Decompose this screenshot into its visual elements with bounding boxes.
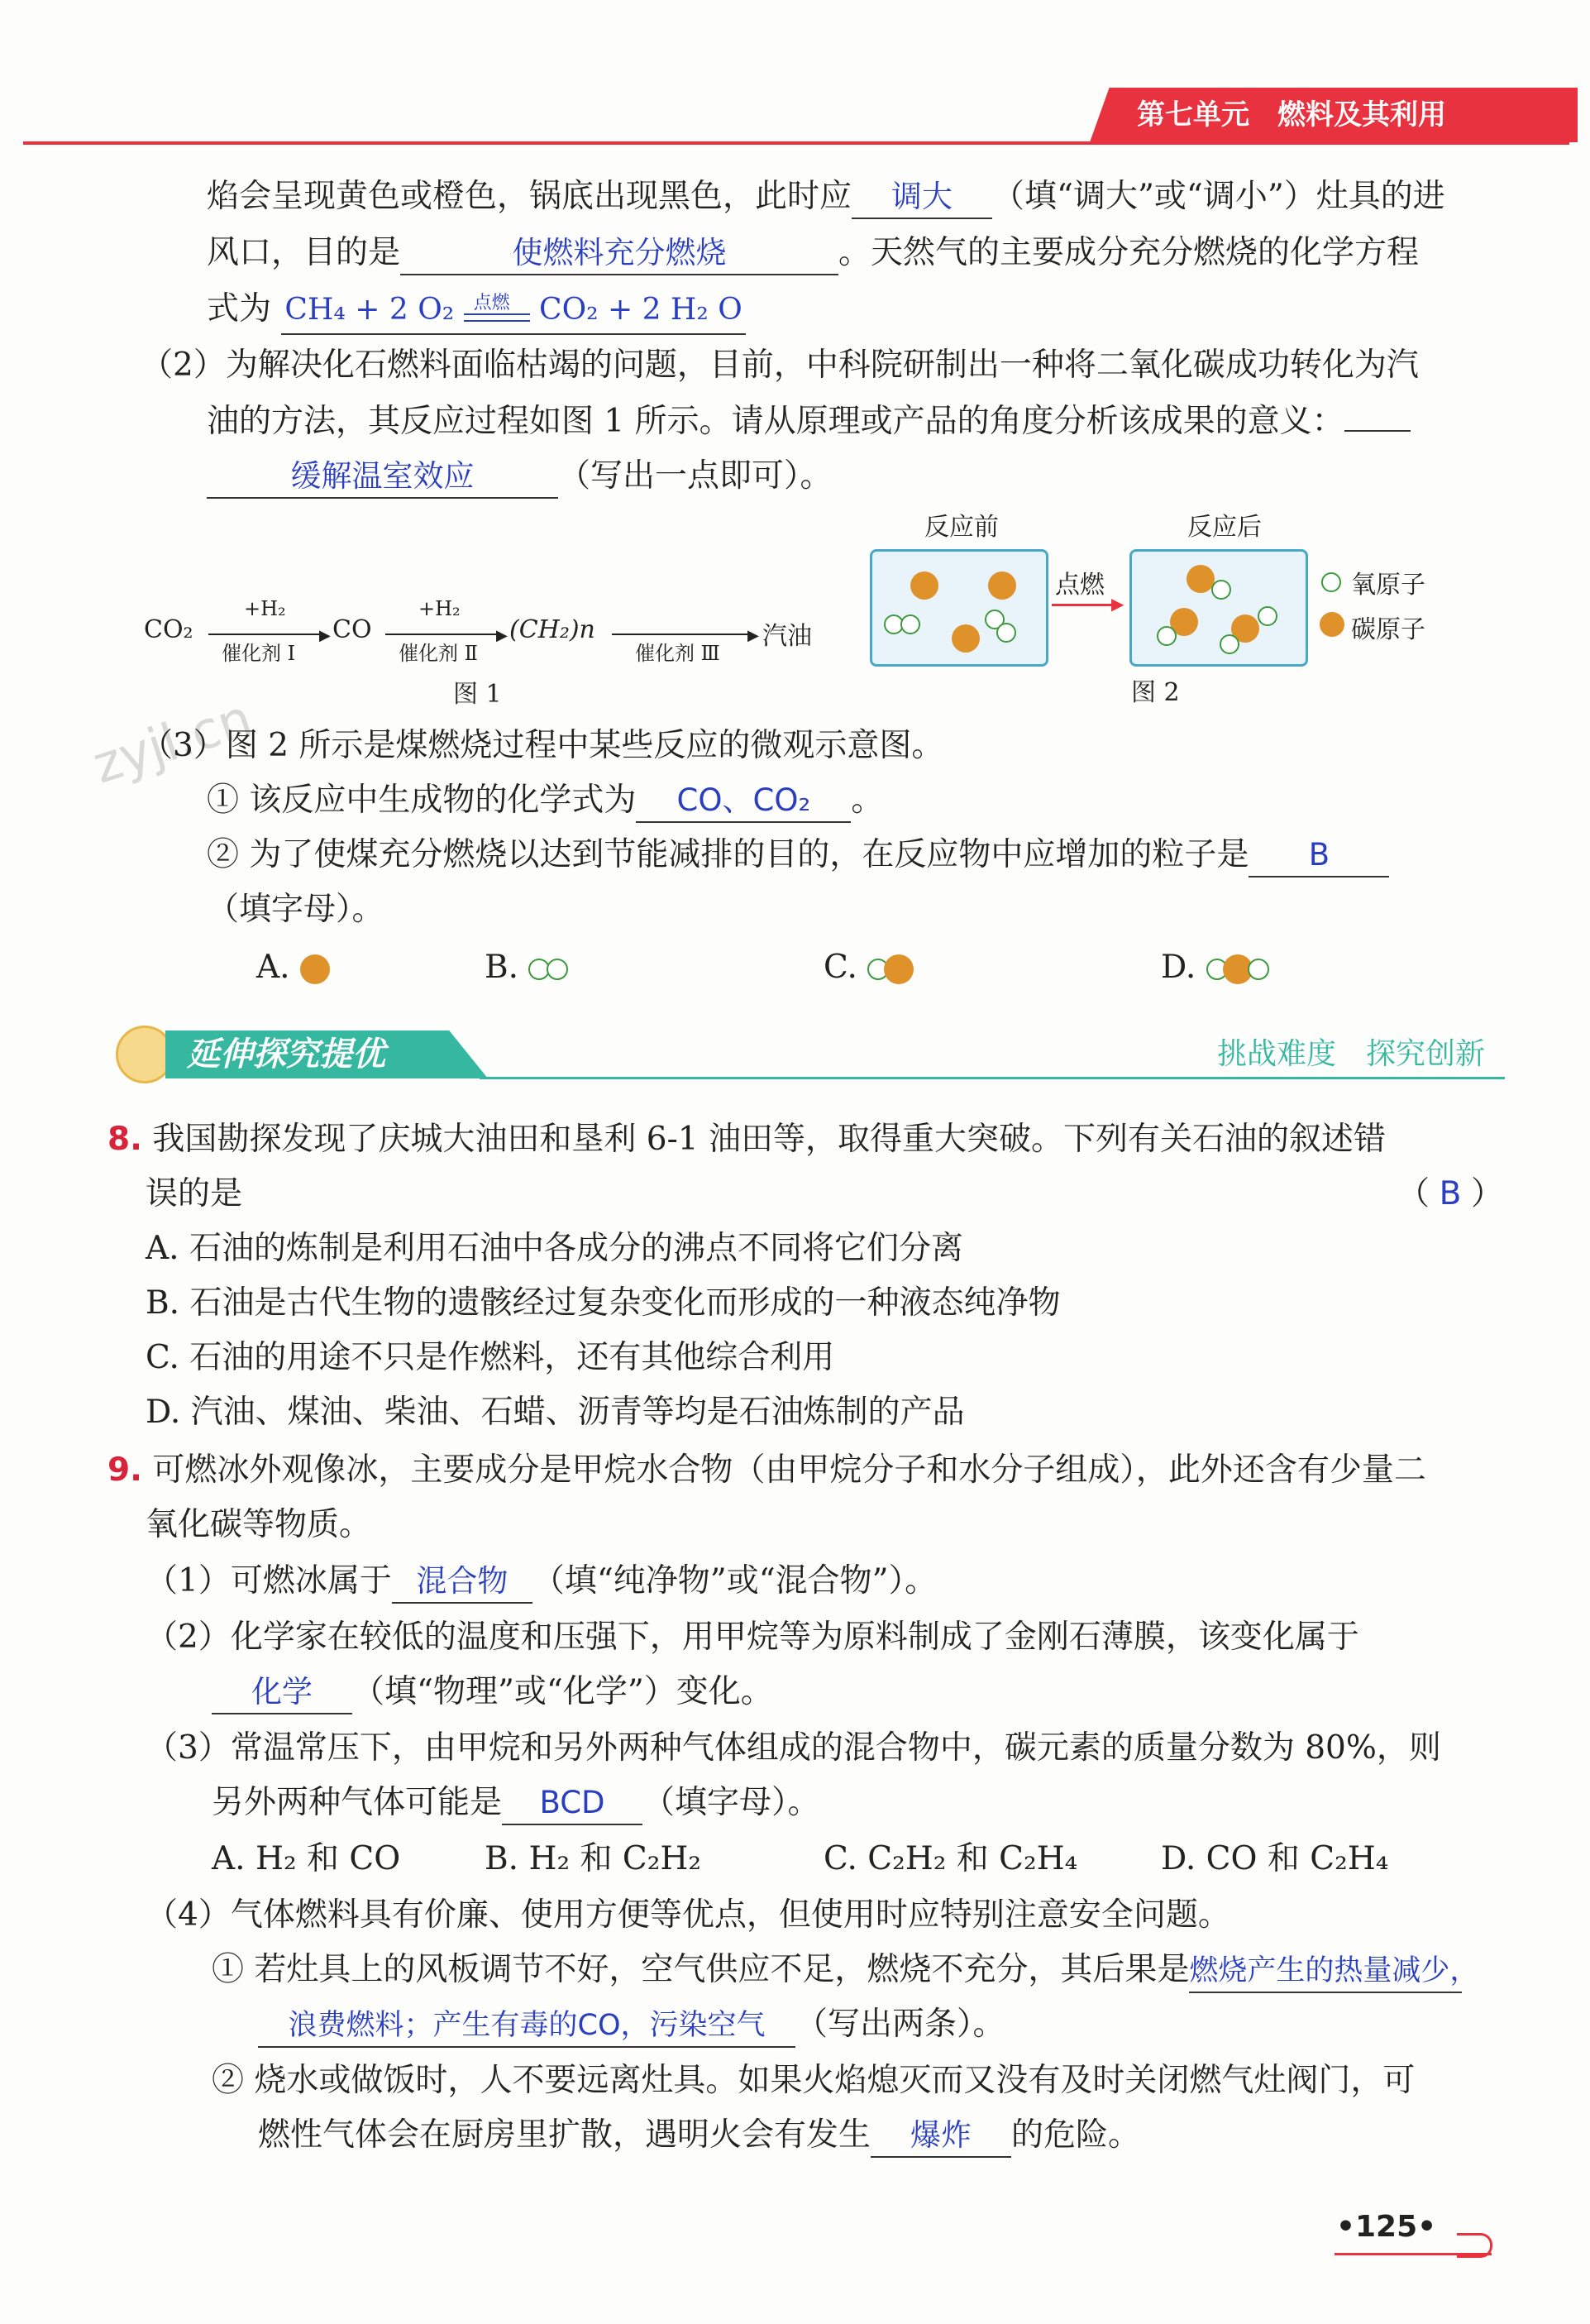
option-label: B.	[485, 949, 519, 986]
answer-blank: 调大	[852, 176, 992, 219]
after-label: 反应后	[1187, 513, 1262, 542]
condition-label: 点燃	[473, 293, 510, 313]
legend-carbon-label: 碳原子	[1351, 615, 1425, 644]
q9-p2-line2	[212, 1669, 773, 1715]
unit-title: 第七单元 燃料及其利用	[1137, 98, 1446, 132]
text: ② 为了使煤充分燃烧以达到节能减排的目的，在反应物中应增加的粒子是	[207, 836, 1249, 873]
text: 式为	[207, 290, 272, 328]
carbon-atom	[988, 571, 1016, 600]
option-a	[256, 944, 330, 991]
catalyst-3: 催化剂 Ⅲ	[635, 642, 720, 665]
question-number: 9.	[107, 1451, 142, 1489]
q9-option-c: C. C₂H₂ 和 C₂H₄	[824, 1840, 1078, 1877]
text: 。	[851, 782, 884, 819]
watermark: zyjl.cn	[85, 687, 260, 796]
answer-blank: 混合物	[392, 1561, 532, 1604]
figure-1-caption: 图 1	[453, 680, 502, 709]
co-label: CO	[332, 615, 372, 644]
before-label: 反应前	[924, 513, 999, 542]
answer-blank: BCD	[502, 1782, 642, 1825]
q9-p1	[146, 1558, 937, 1604]
text: 另外两种气体可能是	[212, 1784, 503, 1821]
answer-blank: 燃烧产生的热量减少，	[1189, 1950, 1462, 1993]
q7-p2-line3	[207, 453, 833, 500]
text: （填字母）。	[642, 1784, 820, 1821]
text: （1）可燃冰属于	[146, 1562, 392, 1600]
answer-blank: 缓解温室效应	[207, 456, 558, 499]
after-box	[1129, 549, 1308, 667]
paren: ）	[1471, 1175, 1504, 1212]
text: 可燃冰外观像冰，主要成分是甲烷水合物（由甲烷分子和水分子组成），此外还含有少量二	[152, 1451, 1426, 1489]
text: 的危险。	[1011, 2116, 1141, 2154]
option-label: C.	[824, 949, 857, 986]
arrow-head-2: ▶	[496, 627, 508, 644]
q7-p2-line1: （2）为解决化石燃料面临枯竭的问题，目前，中科院研制出一种将二氧化碳成功转化为汽	[141, 347, 1419, 384]
answer-blank: 浪费燃料；产生有毒的CO，污染空气	[258, 2005, 795, 2048]
q8-option-b: B. 石油是古代生物的遗骸经过复杂变化而形成的一种液态纯净物	[146, 1284, 1061, 1322]
q9-option-d: D. CO 和 C₂H₄	[1161, 1840, 1389, 1877]
before-box	[870, 549, 1048, 667]
q7-line1	[207, 174, 1445, 220]
q9-p4-q2-line2	[258, 2112, 1140, 2159]
text: 焰会呈现黄色或橙色，锅底出现黑色，此时应	[207, 178, 852, 215]
q9-p4-line1: （4）气体燃料具有价廉、使用方便等优点，但使用时应特别注意安全问题。	[146, 1896, 1230, 1934]
q9-p2-line1: （2）化学家在较低的温度和压强下，用甲烷等为原料制成了金刚石薄膜，该变化属于	[146, 1619, 1359, 1656]
carbon-atom	[910, 571, 938, 600]
oxygen-atom	[1157, 626, 1177, 646]
equation-answer	[281, 287, 745, 335]
q9-p4-q1-line2	[258, 2001, 1005, 2048]
reaction-arrow-head: ▶	[1111, 594, 1124, 614]
catalyst-2: 催化剂 Ⅱ	[399, 642, 478, 665]
co2-label: CO₂	[144, 615, 193, 644]
figure-2	[868, 506, 1521, 721]
carbon-atom	[1187, 565, 1215, 593]
text: ① 若灶具上的风板调节不好，空气供应不足，燃烧不充分，其后果是	[212, 1951, 1190, 1988]
q9-option-b: B. H₂ 和 C₂H₂	[485, 1840, 702, 1877]
option-d	[1161, 944, 1269, 991]
h2-label-2: +H₂	[418, 597, 461, 620]
answer-blank: 使燃料充分燃烧	[400, 232, 838, 275]
text: 。天然气的主要成分充分燃烧的化学方程	[838, 234, 1420, 271]
q7-p3-q1	[207, 777, 883, 824]
text: （填“纯净物”或“混合物”）。	[532, 1562, 938, 1600]
q8-option-d: D. 汽油、煤油、柴油、石蜡、沥青等均是石油炼制的产品	[146, 1394, 965, 1431]
text: 燃性气体会在厨房里扩散，遇明火会有发生	[258, 2116, 871, 2154]
answer-blank: CO、CO₂	[636, 780, 851, 823]
q7-line3	[207, 286, 746, 335]
text: （填“物理”或“化学”）变化。	[352, 1673, 773, 1710]
legend-oxygen-label: 氧原子	[1351, 571, 1425, 600]
option-c	[824, 944, 914, 991]
carbon-atom-icon	[884, 954, 914, 984]
oxygen-atom	[900, 614, 920, 634]
arrow-head-1: ▶	[319, 627, 331, 644]
question-number: 8.	[107, 1121, 142, 1158]
arrow-head-3: ▶	[747, 627, 759, 644]
gasoline-label: 汽油	[762, 622, 812, 651]
section-lightbulb-icon	[116, 1026, 174, 1083]
page-number-swoosh-icon	[1457, 2233, 1492, 2258]
q8-option-c: C. 石油的用途不只是作燃料，还有其他综合利用	[146, 1339, 835, 1376]
text: ① 该反应中生成物的化学式为	[207, 782, 637, 819]
equation-right: CO₂ + 2 H₂ O	[539, 293, 742, 327]
q7-p3-q2-tail: （填字母）。	[207, 891, 384, 928]
q8-stem-line2: 误的是	[146, 1175, 243, 1212]
carbon-atom	[952, 624, 980, 653]
q9-p3-line1: （3）常温常压下，由甲烷和另外两种气体组成的混合物中，碳元素的质量分数为 80%，则	[146, 1729, 1441, 1767]
q7-p2-line2	[207, 399, 1411, 445]
oxygen-atom	[996, 623, 1016, 643]
equation-condition	[464, 295, 530, 328]
text: （写出一点即可）。	[558, 457, 833, 495]
equals-lines	[464, 313, 530, 322]
section-rule	[480, 1077, 1505, 1079]
q9-p4-q1-line1	[212, 1947, 1479, 1993]
answer-blank: 爆炸	[871, 2115, 1011, 2158]
text: （写出两条）。	[795, 2006, 1005, 2043]
equation-left: CH₄ + 2 O₂	[284, 293, 455, 327]
text: （填“调大”或“调小”）灶具的进	[992, 178, 1445, 215]
q9-p3-line2	[212, 1780, 820, 1826]
reaction-arrow	[1052, 604, 1116, 606]
text: 我国勘探发现了庆城大油田和垦利 6-1 油田等，取得重大突破。下列有关石油的叙述错	[152, 1121, 1386, 1158]
option-label: A.	[256, 949, 290, 986]
q8-option-a: A. 石油的炼制是利用石油中各成分的沸点不同将它们分离	[146, 1230, 963, 1267]
answer-blank: B	[1249, 834, 1389, 877]
q9-stem-line2: 氧化碳等物质。	[146, 1506, 372, 1543]
ch2n-label: (CH₂)n	[509, 615, 595, 644]
q8-stem-line1	[107, 1117, 1386, 1163]
arrow-2	[385, 634, 501, 635]
option-b	[485, 944, 568, 991]
page-number: •125•	[1336, 2210, 1437, 2244]
answer-blank: 化学	[212, 1671, 352, 1714]
ignite-label: 点燃	[1055, 571, 1105, 600]
carbon-atom-icon	[300, 954, 330, 984]
q7-p3-q2	[207, 832, 1389, 878]
q7-line2	[207, 230, 1419, 276]
q7-p3-line1: （3）图 2 所示是煤燃烧过程中某些反应的微观示意图。	[141, 727, 944, 764]
answer-choice: B	[1439, 1175, 1462, 1212]
paren: （	[1397, 1175, 1430, 1212]
text: 油的方法，其反应过程如图 1 所示。请从原理或产品的角度分析该成果的意义：	[207, 403, 1344, 440]
oxygen-atom	[1258, 606, 1277, 626]
arrow-1	[208, 634, 324, 635]
q9-p4-q2-line1: ② 烧水或做饭时，人不要远离灶具。如果火焰熄灭而又没有及时关闭燃气灶阀门，可	[212, 2062, 1416, 2099]
option-label: D.	[1161, 949, 1196, 986]
q9-stem-line1	[107, 1447, 1426, 1494]
section-subtitle: 挑战难度 探究创新	[1217, 1037, 1486, 1071]
figure-1	[141, 595, 827, 711]
answer-blank	[1344, 430, 1411, 432]
legend-oxygen-icon	[1321, 572, 1341, 592]
oxygen-atom-icon	[1248, 959, 1269, 980]
catalyst-1: 催化剂 Ⅰ	[222, 642, 296, 665]
figure-2-caption: 图 2	[1131, 678, 1180, 707]
text: 风口，目的是	[207, 234, 401, 271]
arrow-3	[612, 634, 752, 635]
section-title: 延伸探究提优	[187, 1035, 385, 1074]
q9-option-a: A. H₂ 和 CO	[212, 1840, 401, 1877]
h2-label-1: +H₂	[244, 597, 286, 620]
oxygen-atom-icon	[547, 959, 568, 980]
legend-carbon-icon	[1320, 612, 1344, 637]
oxygen-atom	[1220, 634, 1239, 654]
q8-answer	[1397, 1171, 1503, 1217]
oxygen-atom	[1211, 580, 1231, 600]
